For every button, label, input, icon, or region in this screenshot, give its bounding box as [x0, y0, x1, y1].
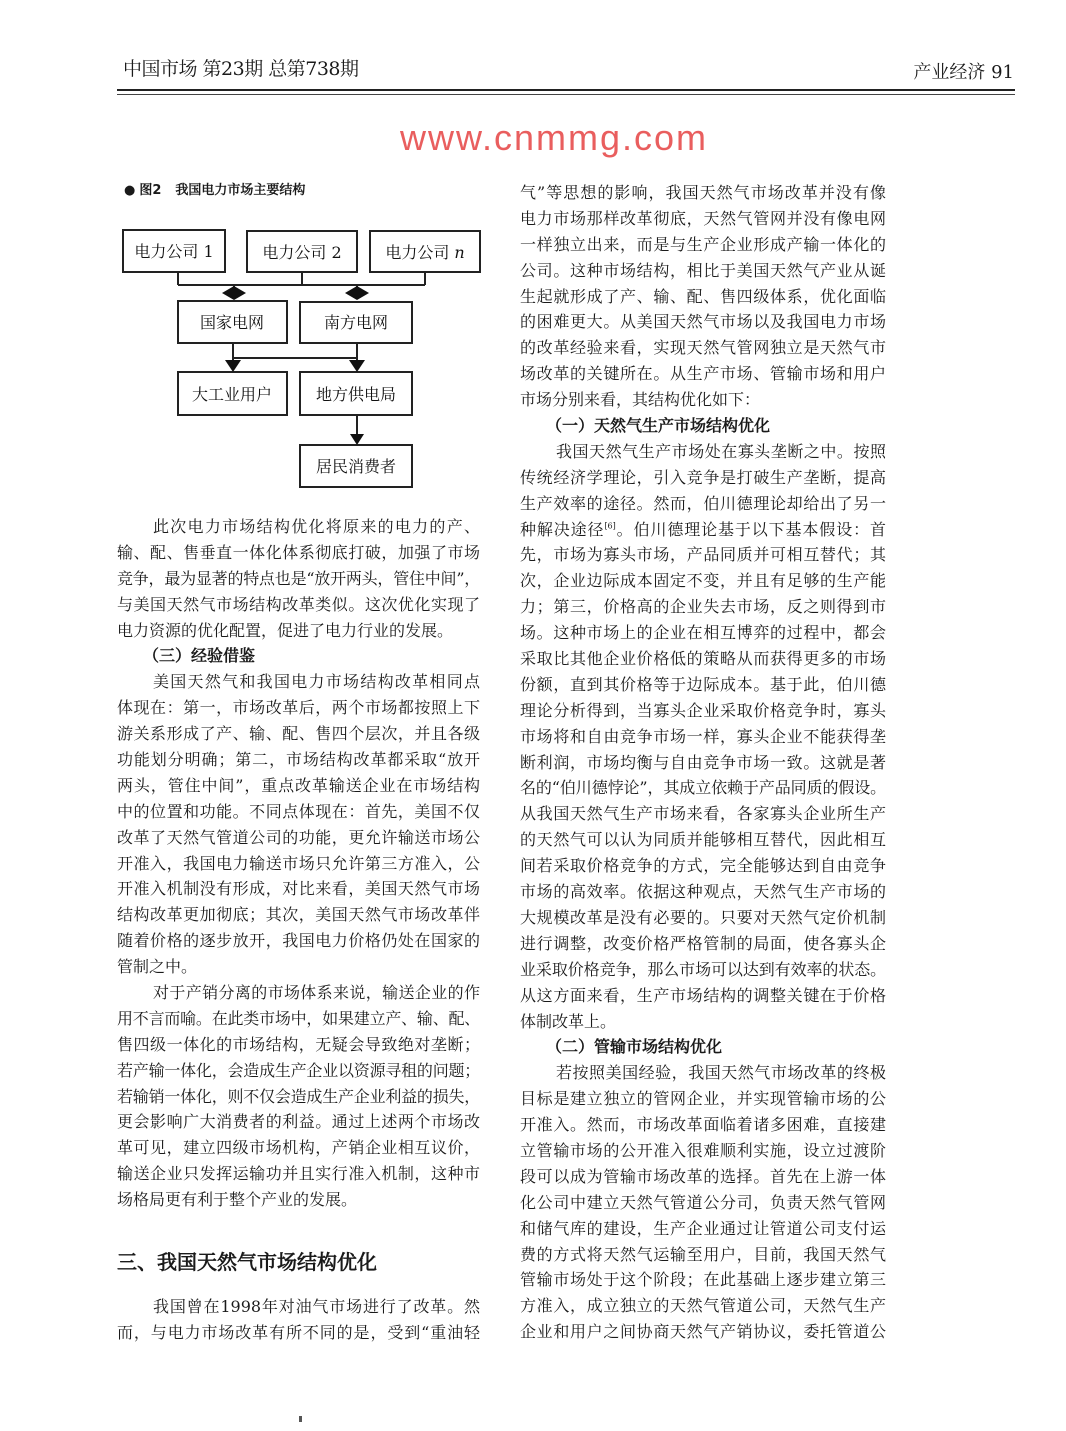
- text-line: 力；第三，价格高的企业失去市场，反之则得到市: [520, 597, 886, 617]
- text-line: 售四级一体化的市场结构，无疑会导致绝对垄断；: [117, 1034, 480, 1054]
- text-line: 市场的高效率。依据这种观点，天然气生产市场的: [520, 882, 886, 902]
- text-line: 场改革的关键所在。从生产市场、管输市场和用户: [520, 364, 886, 384]
- text-line: 体制改革上。: [520, 1011, 617, 1031]
- node-companyn-prefix: 电力公司: [385, 243, 450, 262]
- text-line: 开准入，我国电力输送市场只允许第三方准入，公: [117, 853, 480, 873]
- text-line: 方准入，成立独立的天然气管道公司，天然气生产: [520, 1296, 886, 1316]
- text-line: 开准入机制没有形成，对比来看，美国天然气市场: [117, 879, 480, 899]
- text-line: 生起就形成了产、输、配、售四级体系，优化面临: [520, 286, 886, 306]
- text-line: 大规模改革是没有必要的。只要对天然气定价机制: [520, 907, 886, 927]
- subsection-heading: （一）天然气生产市场结构优化: [546, 416, 771, 436]
- node-local-bureau: 地方供电局: [315, 385, 397, 404]
- text-line: 结构改革更加彻底；其次，美国天然气市场改革伴: [117, 905, 480, 925]
- text-line: 美国天然气和我国电力市场结构改革相同点: [153, 672, 480, 692]
- text-line: 管输市场处于这个阶段；在此基础上逐步建立第三: [520, 1270, 886, 1290]
- text-line: 改革了天然气管道公司的功能，更允许输送市场公: [117, 827, 480, 847]
- text-line: 游关系形成了产、输、配、售四个层次，并且各级: [117, 724, 480, 744]
- text-segment: 。伯川德理论基于以下基本假设：首: [615, 519, 886, 539]
- node-residents: 居民消费者: [315, 457, 397, 476]
- text-line: 革可见，建立四级市场机构，产销企业相互议价，: [117, 1138, 480, 1158]
- text-line: 而，与电力市场改革有所不同的是，受到“重油轻: [117, 1322, 480, 1342]
- text-line: 立管输市场的公开准入很难顺利实施，设立过渡阶: [520, 1140, 886, 1160]
- bullet-icon: ●: [124, 183, 136, 198]
- text-segment: 种解决途径: [520, 519, 605, 539]
- subsection-heading: （三）经验借鉴: [143, 646, 256, 666]
- section-heading: 三、我国天然气市场结构优化: [117, 1250, 377, 1274]
- text-line: 随着价格的逐步放开，我国电力价格仍处在国家的: [117, 931, 480, 951]
- text-line: 业采取价格竞争，那么市场可以达到有效率的状态。: [520, 959, 886, 979]
- text-line: 电力市场那样改革彻底，天然气管网并没有像电网: [520, 208, 886, 228]
- text-line: 与美国天然气市场结构改革类似。这次优化实现了: [117, 594, 480, 614]
- diamond-arrow-icon: [345, 286, 369, 300]
- watermark: www.cnmmg.com: [400, 117, 709, 158]
- node-company2: 电力公司 2: [262, 243, 342, 262]
- text-line: 更会影响广大消费者的利益。通过上述两个市场改: [117, 1112, 480, 1132]
- right-column-text: [520, 180, 886, 1345]
- text-line: 一样独立出来，而是与生产企业形成产输一体化的: [520, 234, 886, 254]
- text-line: 企业和用户之间协商天然气产销协议，委托管道公: [520, 1322, 886, 1342]
- arrowhead-icon: [225, 360, 241, 372]
- text-line: 此次电力市场结构优化将原来的电力的产、: [153, 517, 480, 536]
- text-line: 进行调整，改变价格严格管制的局面，使各寡头企: [520, 933, 886, 953]
- text-line: 管制之中。: [117, 957, 198, 977]
- arrowhead-icon: [349, 360, 365, 372]
- text-line: 若按照美国经验，我国天然气市场改革的终极: [556, 1063, 886, 1083]
- text-line: 输、配、售垂直一体化体系彻底打破，加强了市场: [117, 542, 480, 562]
- text-line: 场。这种市场上的企业在相互博弈的过程中，都会: [520, 623, 886, 643]
- text-line: 若产输一体化，会造成生产企业以资源寻租的问题；: [117, 1060, 480, 1080]
- text-line: 段可以成为管输市场改革的选择。首先在上游一体: [520, 1166, 886, 1186]
- text-line: 市场分别来看，其结构优化如下：: [520, 390, 761, 410]
- text-line: 目标是建立独立的管网企业，并实现管输市场的公: [520, 1089, 886, 1109]
- text-line: 和储气库的建设，生产企业通过让管道公司支付运: [520, 1218, 886, 1238]
- text-line: 我国天然气生产市场处在寡头垄断之中。按照: [556, 441, 886, 461]
- text-line: 气”等思想的影响，我国天然气市场改革并没有像: [520, 183, 886, 202]
- text-line: 从我国天然气生产市场来看，各家寡头企业所生产: [520, 804, 886, 824]
- text-line: 两头，管住中间”，重点改革输送企业在市场结构: [117, 775, 480, 795]
- text-line: 开准入。然而，市场改革面临着诸多困难，直接建: [520, 1115, 886, 1135]
- node-company1: 电力公司 1: [134, 242, 214, 261]
- connector-grids: [233, 343, 357, 362]
- text-line: 公司。这种市场结构，相比于美国天然气产业从诞: [520, 260, 886, 280]
- text-line: 市场将和自由竞争市场一样，寡头企业不能获得垄: [520, 726, 886, 746]
- text-line: 间若采取价格竞争的方式，完全能够达到自由竞争: [520, 856, 886, 876]
- connector-companies: [178, 272, 425, 293]
- subsection-heading: （二）管输市场结构优化: [546, 1037, 723, 1057]
- figure-number: 图2: [139, 183, 162, 198]
- text-line: 传统经济学理论，引入竞争是打破生产垄断，提高: [520, 467, 886, 487]
- left-column-text: [117, 514, 480, 1213]
- arrowhead-icon: [350, 434, 364, 445]
- text-line: 中的位置和功能。不同点体现在：首先，美国不仅: [117, 801, 480, 821]
- text-line: 用不言而喻。在此类市场中，如果建立产、输、配、: [117, 1008, 480, 1028]
- node-industrial-users: 大工业用户: [191, 385, 273, 404]
- text-line: 采取比其他企业价格低的策略从而获得更多的市场: [520, 649, 886, 669]
- text-line: 费的方式将天然气运输至用户，目前，我国天然气: [520, 1244, 886, 1264]
- text-line: 理论分析得到，当寡头企业采取价格竞争时，寡头: [520, 700, 886, 720]
- text-line: 我国曾在1998年对油气市场进行了改革。然: [153, 1297, 480, 1316]
- text-line: 份额，直到其价格等于边际成本。基于此，伯川德: [520, 674, 886, 694]
- text-line: 场格局更有利于整个产业的发展。: [117, 1190, 358, 1210]
- text-line: 对于产销分离的市场体系来说，输送企业的作: [153, 983, 480, 1003]
- node-southern-grid: 南方电网: [323, 313, 389, 332]
- node-companyn-suffix: n: [454, 243, 465, 262]
- citation-ref: [6]: [604, 521, 616, 531]
- journal-issue-header: 中国市场 第23期 总第738期: [123, 58, 359, 80]
- section-page-number: 产业经济 91: [913, 62, 1014, 83]
- figure-title: 我国电力市场主要结构: [175, 183, 306, 198]
- text-line: 先，市场为寡头市场，产品同质并可相互替代；其: [520, 545, 886, 565]
- text-line: 电力资源的优化配置，促进了电力行业的发展。: [117, 620, 454, 640]
- node-companyn: [385, 243, 464, 262]
- text-line: 从这方面来看，生产市场结构的调整关键在于价格: [520, 985, 886, 1005]
- text-line: 功能划分明确；第二，市场结构改革都采取“放开: [117, 750, 480, 770]
- text-line: 的困难更大。从美国天然气市场以及我国电力市场: [520, 312, 886, 332]
- text-line: [520, 517, 886, 543]
- text-line: 的天然气可以认为同质并能够相互替代，因此相互: [520, 830, 886, 850]
- text-line: 的改革经验来看，实现天然气管网独立是天然气市: [520, 338, 886, 358]
- text-line: 化公司中建立天然气管道公分司，负责天然气管网: [520, 1192, 886, 1212]
- text-line: 生产效率的途径。然而，伯川德理论却给出了另一: [520, 493, 886, 513]
- text-line: 体现在：第一，市场改革后，两个市场都按照上下: [117, 698, 480, 718]
- diamond-arrow-icon: [222, 286, 246, 300]
- scan-mark: [299, 1416, 302, 1422]
- text-line: 次，企业边际成本固定不变，并且有足够的生产能: [520, 571, 886, 591]
- text-line: 竞争，最为显著的特点也是“放开两头，管住中间”，: [117, 568, 480, 588]
- text-line: 名的“伯川德悖论”，其成立依赖于产品同质的假设。: [520, 778, 886, 798]
- text-line: 输送企业只发挥运输功并且实行准入机制，这种市: [117, 1164, 480, 1184]
- text-line: 断利润，市场均衡与自由竞争市场一致。这就是著: [520, 752, 886, 772]
- node-state-grid: 国家电网: [199, 313, 265, 332]
- text-line: 若输销一体化，则不仅会造成生产企业利益的损失，: [117, 1086, 480, 1106]
- left-column-text-continued: [117, 1294, 480, 1346]
